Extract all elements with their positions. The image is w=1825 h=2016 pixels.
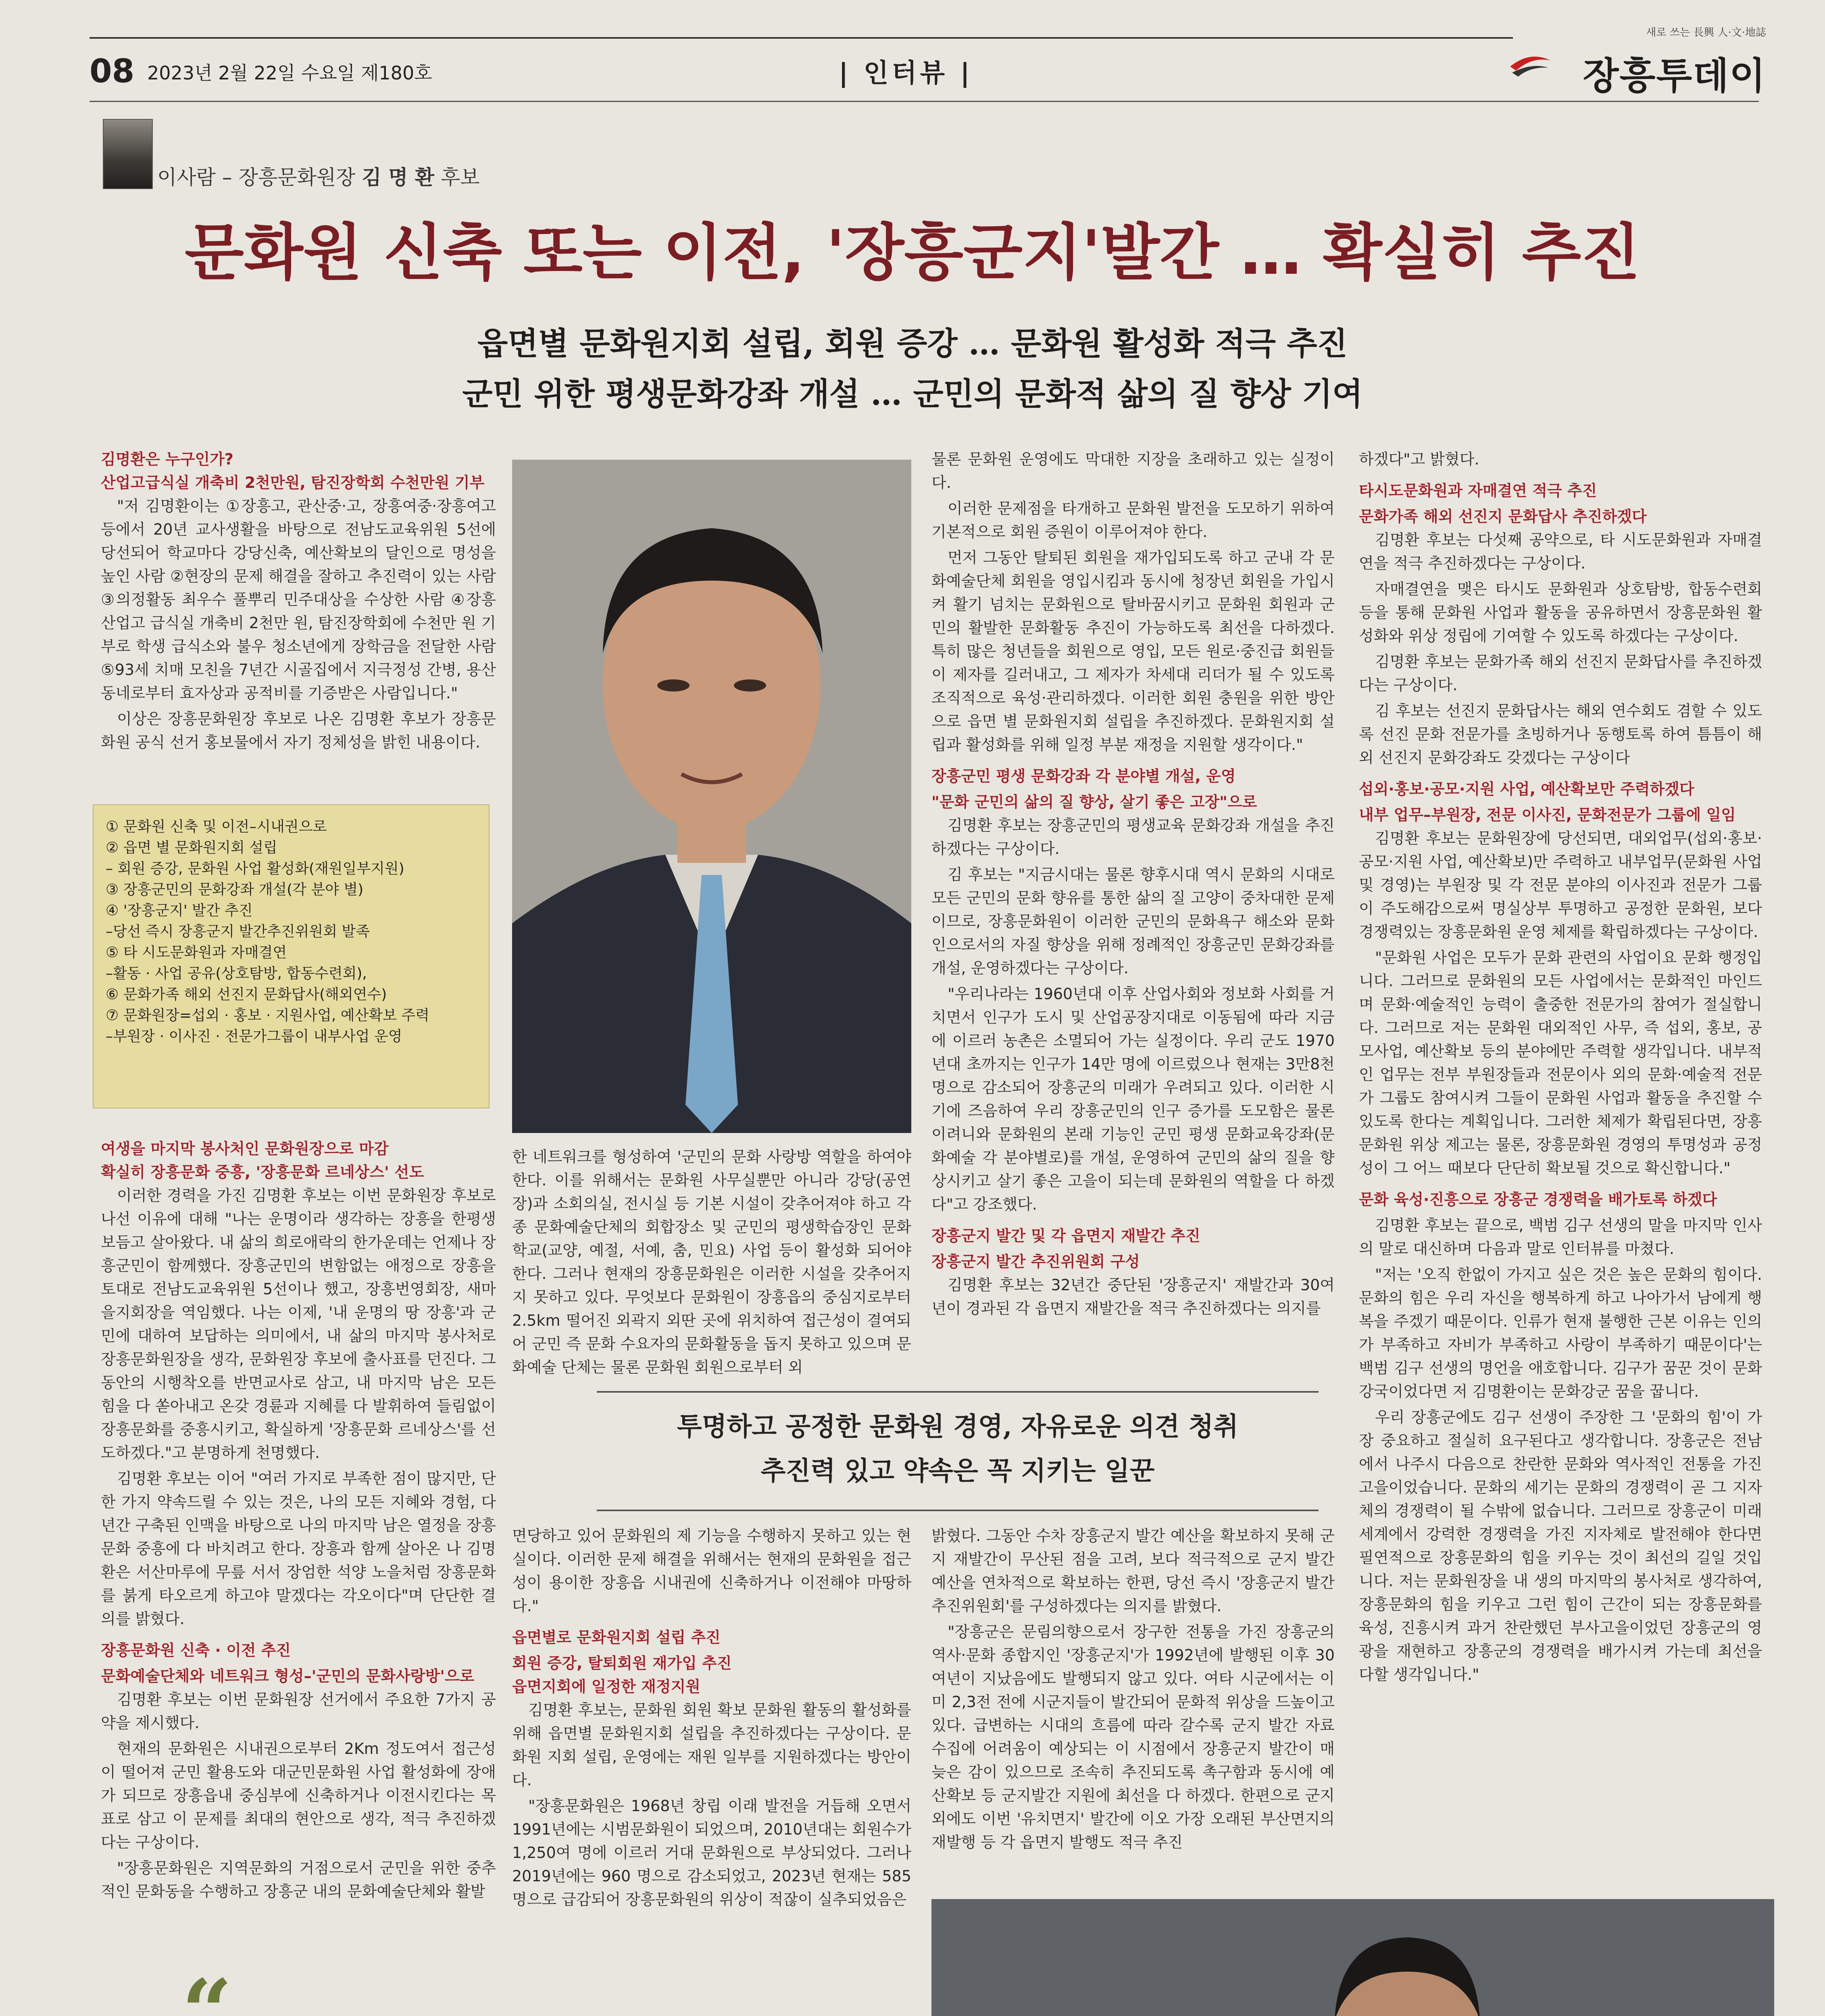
subhead-1: 읍면별 문화원지회 설립, 회원 증강 … 문화원 활성화 적극 추진 [477,325,1348,362]
header-top-rule [90,37,1513,39]
column-2-bottom [512,1524,911,1914]
subhead-county-history: 장흥군지 발간 및 각 읍면지 재발간 추진 [931,1227,1200,1245]
portrait-illustration [512,460,911,1133]
paragraph: 이러한 경력을 가진 김명환 후보는 이번 문화원장 후보로 나선 이유에 대해 "나는 운명이라 생각하는 장흥을 한평생 보듬고 살아왔다. 내 삶의 희로애락의 한가운데는 언제나 장흥군민이 함께했다. 장흥군민의 변함없는 애정으로 장흥을 토대로 전남도교육위원 5선이나 했고, 장흥번영회장, 새마을지회장을 역임했다. 나는 이제, '내 운명의 땅 장흥'과 군민에 대하여 보답하는 의미에서, 내 삶의 마지막 봉사처로 장흥문화원장을 생각, 문화원장 후보에 출사표를 던진다. 그 동안의 시행착오를 반면교사로 삼고, 내 마지막 남은 모든 힘을 다 쏟아내고 온갖 경륜과 지혜를 다 발휘하여 들림없이 장흥문화를 중흥시키고, 확실하게 '장흥문화 르네상스'를 선도하겠다."고 분명하게 천명했다. [101,1187,496,1462]
paragraph: "저 김명환이는 ①장흥고, 관산중·고, 장흥여중·장흥여고 등에서 20년 교사생활을 바탕으로 전남도교육위원 5선에 당선되어 학교마다 강당신축, 예산확보의 달인으로 명성을 높인 사람 ②현장의 문제 해결을 잘하고 추진력이 있는 사람 ③의정활동 최우수 풀뿌리 민주대상을 수상한 사람 ④장흥산업고 급식실 개축비 2천만 원, 탐진장학회에 수천만 원 기부로 학생 급식소와 불우 청소년에게 장학금을 전달한 사람 ⑤93세 치매 모친을 7년간 시골집에서 지극정성 간병, 용산 동네로부터 효자상과 공적비를 기증받은 사람입니다." [101,497,496,702]
pledge-item: ② 읍면 별 문화원지회 설립 [106,839,277,856]
paragraph: "장흥문화원은 1968년 창립 이래 발전을 거듭해 오면서 1991년에는 시범문화원이 되었으며, 2010년대는 회원수가 1,250여 명에 이르러 거대 문화원으로 부상되었다. 그러나 2019년에는 960 명으로 감소되었고, 2023년 현재는 585명으로 급감되어 장흥문화원의 위상이 적잖이 실추되었음은 [512,1797,911,1908]
subhead-renaissance-b: 확실히 장흥문화 중흥, '장흥문화 르네상스' 선도 [101,1163,424,1181]
subhead-county-history-b: 장흥군지 발간 추진위원회 구성 [931,1253,1140,1270]
paragraph: 자매결연을 맺은 타시도 문화원과 상호탐방, 합동수련회 등을 통해 문화원 사업과 활동을 공유하면서 장흥문화원 활성화와 위상 정립에 기여할 수 있도록 하겠다는 구상이다. [1359,580,1762,645]
pledge-item: –부원장 · 이사진 · 전문가그룹이 내부사업 운영 [106,1028,402,1045]
paragraph: 김명환 후보는 다섯째 공약으로, 타 시도문화원과 자매결연을 적극 추진하겠다는 구상이다. [1359,531,1762,572]
kicker-name: 김 명 환 [362,166,435,189]
headline: 문화원 신축 또는 이전, '장흥군지'발간 … 확실히 추진 [185,217,1640,288]
logo-name: 장흥투데이 [1583,54,1766,98]
subhead-external-b: 내부 업무–부원장, 전문 이사진, 문화전문가 그룹에 일임 [1359,806,1736,824]
paragraph: "저는 '오직 한없이 가지고 싶은 것은 높은 문화의 힘이다. 문화의 힘은 우리 자신을 행복하게 하고 나아가서 남에게 행복을 주겠기 때문이다. 인류가 현재 불행한 근본 이유는 인의가 부족하고 자비가 부족하고 사랑이 부족하기 때문이다'는 백범 김구 선생의 명언을 애호합니다. 김구가 꿈꾼 것이 문화강국이었다면 저 김명환이는 문화강군 꿈을 꿉니다. [1359,1266,1762,1400]
pledge-item: –당선 즉시 장흥군지 발간추진위원회 발족 [106,923,370,940]
subhead-who: 김명환은 누구인가? [101,450,233,468]
paragraph: 김명환 후보는 끝으로, 백범 김구 선생의 말을 마지막 인사의 말로 대신하며 다음과 말로 인터뷰를 마쳤다. [1359,1216,1762,1258]
paragraph: 면당하고 있어 문화원의 제 기능을 수행하지 못하고 있는 현실이다. 이러한 문제 해결을 위해서는 현재의 문화원을 접근성이 용이한 장흥읍 시내권에 신축하거나 이전해야 마땅하다." [512,1527,911,1615]
paragraph: "우리나라는 1960년대 이후 산업사회와 정보화 사회를 거치면서 인구가 도시 및 산업공장지대로 이동됨에 따라 지금에 이르러 농촌은 소멸되어 가는 실정이다. 우리 군도 1970년대 초까지는 인구가 14만 명에 이르렀으나 현재는 3만8천 명으로 감소되어 장흥군의 미래가 우려되고 있다. 이러한 시기에 즈음하여 우리 장흥군민의 인구 증가를 도모함은 물론이려니와 문화원의 본래 기능인 군민 평생 문화교육강좌(문화예술 각 분야별로)를 개설, 운영하여 군민의 삶의 질을 향상시키고 살기 좋은 고을이 되는데 문화원의 역할을 다 하겠다"고 강조했다. [931,985,1335,1213]
paragraph: 밝혔다. 그동안 수차 장흥군지 발간 예산을 확보하지 못해 군지 재발간이 무산된 점을 고려, 보다 적극적으로 군지 발간 예산을 연차적으로 확보하는 한편, 당선 즉시 '장흥군지 발간추진위원회'를 구성하겠다는 의지를 밝혔다. [931,1527,1335,1615]
paragraph: 한 네트워크를 형성하여 '군민의 문화 사랑방 역할을 하여야 한다. 이를 위해서는 문화원 사무실뿐만 아니라 강당(공연장)과 소회의실, 전시실 등 기본 시설이 갖추어져야 하고 각종 문화예술단체의 회합장소 및 군민의 평생학습장인 문화학교(교양, 예절, 서예, 춤, 민요) 사업 등이 활성화 되어야 한다. 그러나 현재의 장흥문화원은 이러한 시설을 갖추어지지 못하고 있다. 무엇보다 문화원이 장흥읍의 중심지로부터 2.5km 떨어진 외곽지 외딴 곳에 위치하여 접근성이 결여되어 군민 즉 문화 수요자의 문화활동을 돕지 못하고 있으며 문화예술 단체는 물론 문화원 회원으로부터 외 [512,1148,911,1376]
subhead-sister: 타시도문화원과 자매결연 적극 추진 [1359,482,1597,500]
inspection-photo [931,1899,1774,2016]
column-3-upper [931,448,1335,1322]
pledge-list [94,805,489,1058]
paragraph: 김명환 후보는 장흥군민의 평생교육 문화강좌 개설을 추진하겠다는 구상이다. [931,816,1335,858]
pledge-item: ⑤ 타 시도문화원과 자매결연 [106,944,287,961]
pull-quote-box [597,1391,1319,1511]
paragraph: "장흥문화원은 지역문화의 거점으로서 군민을 위한 중추적인 문화동을 수행하고 장흥군 내의 문화예술단체와 활발 [101,1859,496,1900]
subhead-branches: 읍면별로 문화원지회 설립 추진 [512,1629,721,1646]
inspection-illustration [931,1899,1774,2016]
subhead-branches-c: 읍면지회에 일정한 재정지원 [512,1678,700,1695]
paragraph: 김 후보는 선진지 문화답사는 해외 연수회도 겸할 수 있도록 선진 문화 전문가를 초빙하거나 동행토록 하여 틈틈이 해외 선진지 문화강좌도 갖겠다는 구상이다 [1359,702,1762,766]
pledge-item: ⑥ 문화가족 해외 선진지 문화답사(해외연수) [106,986,387,1003]
paragraph: 이러한 문제점을 타개하고 문화원 발전을 도모하기 위하여 기본적으로 회원 증원이 이루어져야 한다. [931,500,1335,541]
issue-date: 2023년 2월 22일 수요일 제180호 [147,62,432,84]
paragraph: 김명환 후보는 32년간 중단된 '장흥군지' 재발간과 30여년이 경과된 각 읍면지 재발간을 적극 추진하겠다는 의지를 [931,1276,1335,1317]
paragraph: 하겠다"고 밝혔다. [1359,450,1479,468]
pull-quote-line: 추진력 있고 약속은 꼭 지키는 일꾼 [760,1456,1155,1486]
paragraph: 김명환 후보는 문화원장에 당선되면, 대외업무(섭외·홍보·공모·지원 사업, 예산확보)만 주력하고 내부업무(문화원 사업 및 경영)는 부원장 및 각 전문 분야의 이사진과 전문가 그룹이 주도해감으로써 명실상부 투명하고 공정한 문화원, 보다 경쟁력있는 장흥문화원 운영 체제를 확립하겠다는 구상이다. [1359,829,1762,941]
subhead-competitiveness: 문화 육성·진흥으로 장흥군 경쟁력을 배가토록 하겠다 [1359,1191,1717,1208]
subhead-who-b: 산업고급식실 개축비 2천만원, 탐진장학회 수천만원 기부 [101,474,485,492]
paragraph: "문화원 사업은 모두가 문화 관련의 사업이요 문화 행정입니다. 그러므로 문화원의 모든 사업에서는 문화적인 마인드며 문화·예술적인 능력이 출중한 전문가의 참여가 절실합니다. 그러므로 저는 문화원 대외적인 사무, 즉 섭외, 홍보, 공모사업, 예산확보 등의 분야에만 주력할 생각입니다. 내부적인 업무는 전부 부원장들과 전문이사 외의 문화·예술적 전문가 그룹도 참여시켜 그들이 문화원 사업과 활동을 추진할 수 있도록 한다는 계획입니다. 그러한 체제가 확립된다면, 장흥문화원 위상 제고는 물론, 장흥문화원 경영의 투명성과 공정성이 그 어느 때보다 단단히 확보될 것으로 확신합니다." [1359,949,1762,1177]
paragraph: 우리 장흥군에도 김구 선생이 주장한 그 '문화의 힘'이 가장 중요하고 절실히 요구된다고 생각합니다. 장흥군은 전남에서 나주시 다음으로 찬란한 문화와 역사적인 전통을 가진 고을이었습니다. 문화의 세기는 문화의 경쟁력이 곧 그 지자체의 경쟁력이 될 수밖에 없습니다. 그러므로 장흥군이 미래세계에서 강력한 경쟁력을 가진 지자체로 발전해야 한다면 필연적으로 장흥문화의 힘을 키우는 것이 최선의 길일 것입니다. 저는 문화원장을 내 생의 마지막의 봉사처로 생각하여, 장흥문화의 힘을 키우고 그런 힘이 근간이 되는 장흥문화를 육성, 진흥시켜 과거 찬란했던 부사고을이었던 장흥군의 영광을 재현하고 장흥군의 경쟁력을 배가시켜 가는데 최선을 다할 생각입니다." [1359,1408,1762,1683]
paragraph: 물론 문화원 운영에도 막대한 지장을 초래하고 있는 실정이다. [931,450,1335,492]
paragraph: 현재의 문화원은 시내권으로부터 2Km 정도여서 접근성이 떨어져 군민 활용도와 대군민문화원 사업 활성화에 장애가 되므로 장흥읍내 중심부에 신축하거나 이전시킨다는 목표로 삼고 이 문제를 최대의 현안으로 생각, 적극 추진하겠다는 구상이다. [101,1740,496,1851]
subhead-new-building: 장흥문화원 신축 · 이전 추진 [101,1641,291,1659]
pledge-item: ④ '장흥군지' 발간 추진 [106,902,253,919]
header-bottom-rule [90,101,1759,102]
subhead-branches-b: 회원 증강, 탈퇴회원 재가입 추진 [512,1654,732,1672]
column-4 [1359,448,1762,1689]
masthead-logo [1508,24,1766,97]
logo-slogan: 새로 쓰는 長興 人·文·地誌 [1646,27,1766,39]
subhead-new-building-b: 문화예술단체와 네트워크 형성–'군민의 문화사랑방'으로 [101,1667,475,1685]
subhead-renaissance: 여생을 마지막 봉사처인 문화원장으로 마감 [101,1140,389,1158]
pledge-item: – 회원 증강, 문화원 사업 활성화(재원일부지원) [106,860,404,877]
paragraph: 김 후보는 "지금시대는 물론 향후시대 역시 문화의 시대로 모든 군민의 문화 향유를 통한 삶의 질 고양이 중차대한 문제이므로, 장흥문화원이 이러한 군민의 문화욕구 해소와 문화인으로서의 자질 향상을 위해 정례적인 장흥군민 문화강좌를 개설, 운영하겠다는 구상이다. [931,866,1335,977]
main-portrait-photo [512,460,911,1133]
section-label: | 인터뷰 | [839,58,973,88]
kicker-suffix: 후보 [434,166,480,189]
pledge-item: ① 문화원 신축 및 이전–시내권으로 [106,818,327,835]
pledge-summary-box [93,804,490,1108]
subhead-lecture-b: "문화 군민의 삶의 질 향상, 살기 좋은 고장"으로 [931,793,1257,811]
logo-swoosh-icon [1508,48,1552,81]
quote-block [101,1960,915,2016]
small-portrait-photo [103,119,153,189]
paragraph: 김명환 후보는 문화가족 해외 선진지 문화답사를 추진하겠다는 구상이다. [1359,653,1762,694]
column-1-upper [101,448,496,756]
subhead-2: 군민 위한 평생문화강좌 개설 … 군민의 문화적 삶의 질 향상 기여 [462,376,1363,412]
pledge-item: –활동 · 사업 공유(상호탐방, 합동수련회), [106,965,367,982]
column-3-lower [931,1524,1335,1856]
paragraph: 김명환 후보는 이어 "여러 가지로 부족한 점이 많지만, 단 한 가지 약속드릴 수 있는 것은, 나의 모든 지혜와 경험, 다년간 구축된 인맥을 바탕으로 나의 마지막 남은 열정을 장흥문화 중흥에 다 바치려고 한다. 장흥과 함께 살아온 나 김명환은 서산마루에 무릎 서서 장엄한 석양 노을처럼 장흥문화를 붉게 타오르게 하고야 말겠다는 각오이다"며 단단한 결의를 밝혔다. [101,1470,496,1628]
paragraph: 먼저 그동안 탈퇴된 회원을 재가입되도록 하고 군내 각 문화예술단체 회원을 영입시킴과 동시에 청장년 회원을 가입시켜 활기 넘치는 문화원으로 탈바꿈시키고 문화원 회원과 군민의 활발한 문화활동 추진이 가능하도록 최선을 다하겠다. 특히 많은 청년들을 회원으로 영입, 모든 원로·중진급 회원들이 제자를 길러내고, 그 제자가 차세대 리더가 될 수 있도록 조직적으로 육성·관리하겠다. 이러한 회원 충원을 위한 방안으로 읍면 별 문화원지회 설립을 추진하겠다. 문화원지회 설립과 활성화를 위해 일정 부분 재정을 지원할 생각이다." [931,549,1335,754]
column-2-lower [512,1145,911,1381]
pledge-item: ③ 장흥군민의 문화강좌 개설(각 분야 별) [106,881,364,898]
paragraph: 이상은 장흥문화원장 후보로 나온 김명환 후보가 장흥문화원 공식 선거 홍보물에서 자기 정체성을 밝힌 내용이다. [101,710,496,751]
subhead-lecture: 장흥군민 평생 문화강좌 각 분야별 개설, 운영 [931,767,1236,785]
pledge-item: ⑦ 문화원장=섭외 · 홍보 · 지원사업, 예산확보 주력 [106,1007,429,1024]
kicker [157,161,480,190]
paragraph: "장흥군은 문림의향으로서 장구한 전통을 가진 장흥군의 역사·문화 종합지인 '장흥군지'가 1992년에 발행된 이후 30여년이 지났음에도 발행되지 않고 있다. 여타 시군에서는 이미 2,3전 전에 시군지들이 발간되어 문화적 위상을 드높이고 있다. 급변하는 시대의 흐름에 따라 갈수록 군지 발간 자료 수집에 어려움이 예상되는 이 시점에서 장흥군지 발간이 매 늦은 감이 있으므로 조속히 추진되도록 촉구함과 동시에 예산확보 등 군지발간 지원에 최선을 다 하겠다. 한편으로 군지 외에도 이번 '유치면지' 발간에 이오 가장 오래된 부산면지의 재발행 등 각 읍면지 발행도 적극 추진 [931,1623,1335,1851]
open-quote-icon: “ [181,1960,233,2016]
column-1-lower [101,1137,496,1906]
subhead-external: 섭외·홍보·공모·지원 사업, 예산확보만 주력하겠다 [1359,780,1694,798]
paragraph: 김명환 후보는 이번 문화원장 선거에서 주요한 7가지 공약을 제시했다. [101,1691,496,1732]
kicker-prefix: 이사람 – 장흥문화원장 [157,166,362,189]
paragraph: 김명환 후보는, 문화원 회원 확보 문화원 활동의 활성화를 위해 읍면별 문화원지회 설립을 추진하겠다는 구상이다. 문화원 지회 설립, 운영에는 재원 일부를 지원하겠다는 방안이다. [512,1701,911,1789]
page-number: 08 [90,52,135,90]
pull-quote-line: 투명하고 공정한 문화원 경영, 자유로운 의견 청취 [677,1412,1239,1442]
subhead-sister-b: 문화가족 해외 선진지 문화답사 추진하겠다 [1359,508,1647,525]
